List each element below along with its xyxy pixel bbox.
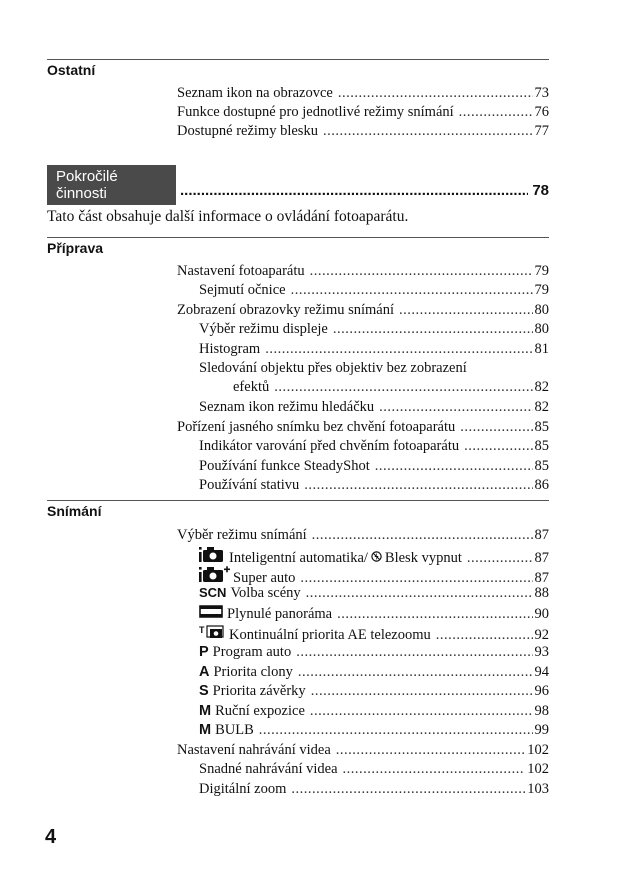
- toc-subentry[interactable]: [199, 644, 549, 664]
- dot-leader: [464, 438, 532, 455]
- entry-page: 80: [534, 302, 549, 318]
- entry-text: Priorita clony: [213, 664, 293, 680]
- entry-page: 86: [534, 477, 549, 493]
- entry-text: Inteligentní automatika/: [229, 550, 368, 566]
- entry-page: 92: [534, 627, 549, 643]
- entry-page: 80: [534, 321, 549, 337]
- toc-entry[interactable]: [177, 419, 549, 439]
- advanced-section-entry[interactable]: [180, 182, 549, 199]
- entry-page: 87: [534, 550, 549, 566]
- toc-entry[interactable]: [177, 302, 549, 322]
- shutter-priority-icon: S: [199, 683, 209, 699]
- entry-page: 94: [534, 664, 549, 680]
- entry-page: 103: [527, 781, 549, 797]
- entry-page: 102: [527, 761, 549, 777]
- entry-text: Zobrazení obrazovky režimu snímání: [177, 302, 395, 318]
- dot-leader: [467, 550, 533, 567]
- entry-page: 87: [534, 527, 549, 543]
- program-auto-icon: P: [199, 644, 209, 660]
- aperture-priority-icon: A: [199, 664, 210, 680]
- dot-leader: [310, 703, 533, 720]
- entry-page: 82: [534, 379, 549, 395]
- intelligent-auto-icon: [199, 546, 225, 562]
- flash-off-icon: [371, 551, 382, 562]
- entry-page: 85: [534, 458, 549, 474]
- entry-page: 96: [534, 683, 549, 699]
- section-title-ostatni: Ostatní: [47, 62, 96, 78]
- toc-subentry[interactable]: [199, 605, 549, 625]
- entry-page: 73: [534, 85, 549, 101]
- toc-subentry[interactable]: [199, 477, 549, 497]
- entry-page: 98: [534, 703, 549, 719]
- entry-page: 93: [534, 644, 549, 660]
- entry-page: 88: [534, 585, 549, 601]
- entry-text-2: Blesk vypnut: [384, 550, 462, 566]
- entry-text: efektů: [233, 379, 270, 395]
- sweep-panorama-icon: [199, 605, 223, 618]
- section-title-priprava: Příprava: [47, 240, 104, 256]
- page-number: 4: [45, 826, 57, 848]
- advanced-section-badge[interactable]: [47, 165, 176, 205]
- dot-leader: [298, 664, 533, 681]
- entry-page: 82: [534, 399, 549, 415]
- entry-text: Priorita závěrky: [212, 683, 306, 699]
- manual-exposure-icon: M: [199, 703, 212, 719]
- entry-page: 85: [534, 419, 549, 435]
- toc-subentry[interactable]: [199, 546, 549, 566]
- toc-subentry[interactable]: [199, 321, 549, 341]
- entry-page: 85: [534, 438, 549, 454]
- dot-leader: [375, 458, 533, 475]
- toc-entry[interactable]: [177, 742, 549, 762]
- entry-text: Výběr režimu snímání: [177, 527, 307, 543]
- entry-text: Snadné nahrávání videa: [199, 761, 338, 777]
- entry-text: Pořízení jasného snímku bez chvění fotoaparátu: [177, 419, 456, 435]
- dot-leader: [323, 123, 533, 140]
- section-title-snimani: Snímání: [47, 503, 102, 519]
- badge-line-2: činnosti: [56, 185, 107, 202]
- entry-text: Nastavení nahrávání videa: [177, 742, 331, 758]
- toc-subentry[interactable]: [199, 761, 549, 781]
- entry-text: Používání stativu: [199, 477, 300, 493]
- toc-subentry[interactable]: [199, 722, 549, 742]
- advanced-intro-text: Tato část obsahuje další informace o ovládání fotoaparátu.: [47, 208, 409, 225]
- entry-text: Sejmutí očnice: [199, 282, 286, 298]
- entry-text: Seznam ikon režimu hledáčku: [199, 399, 375, 415]
- dot-leader: [304, 477, 532, 494]
- entry-page: 81: [534, 341, 549, 357]
- dot-leader: [399, 302, 532, 319]
- entry-text: Indikátor varování před chvěním fotoaparátu: [199, 438, 460, 454]
- dot-leader: [312, 527, 533, 544]
- entry-page: 99: [534, 722, 549, 738]
- entry-text: Volba scény: [230, 585, 301, 601]
- toc-subentry[interactable]: [199, 703, 549, 723]
- dot-leader: [291, 282, 533, 299]
- toc-entry[interactable]: [177, 123, 549, 143]
- entry-text: Super auto: [233, 570, 296, 586]
- dot-leader: [265, 341, 532, 358]
- dot-leader: [337, 606, 532, 623]
- toc-entry[interactable]: [177, 527, 549, 547]
- dot-leader: [333, 321, 533, 338]
- toc-entry[interactable]: [177, 263, 549, 283]
- entry-text: Kontinuální priorita AE telezoomu: [229, 627, 431, 643]
- tele-zoom-continuous-icon: [199, 624, 225, 639]
- toc-subentry[interactable]: [199, 438, 549, 458]
- toc-subentry-wrapped[interactable]: Sledování objektu přes objektiv bez zobrazení: [199, 360, 467, 376]
- superior-auto-icon: [199, 566, 231, 582]
- entry-text: Používání funkce SteadyShot: [199, 458, 370, 474]
- entry-text: Funkce dostupné pro jednotlivé režimy snímání: [177, 104, 454, 120]
- entry-page: 87: [534, 570, 549, 586]
- manual-bulb-icon: M: [199, 722, 212, 738]
- toc-subentry-continuation[interactable]: [233, 379, 549, 399]
- entry-text: Histogram: [199, 341, 261, 357]
- toc-subentry[interactable]: [199, 341, 549, 361]
- toc-subentry[interactable]: [199, 664, 549, 684]
- entry-text: Digitální zoom: [199, 781, 287, 797]
- dot-leader: [291, 781, 525, 798]
- dot-leader: [180, 182, 528, 199]
- divider-snimani: [47, 500, 549, 501]
- entry-text: Seznam ikon na obrazovce: [177, 85, 333, 101]
- dot-leader: [311, 683, 533, 700]
- toc-subentry[interactable]: [199, 781, 549, 801]
- dot-leader: [259, 722, 533, 739]
- dot-leader: [310, 263, 533, 280]
- scene-mode-icon: SCN: [199, 585, 227, 600]
- entry-page: 79: [534, 282, 549, 298]
- entry-text: Výběr režimu displeje: [199, 321, 328, 337]
- toc-entry[interactable]: [177, 85, 549, 105]
- svg-text:T: T: [199, 625, 205, 635]
- dot-leader: [336, 742, 525, 759]
- toc-subentry[interactable]: [199, 624, 549, 644]
- entry-page: 76: [534, 104, 549, 120]
- toc-subentry[interactable]: [199, 458, 549, 478]
- entry-text: Ruční expozice: [215, 703, 305, 719]
- toc-subentry[interactable]: [199, 399, 549, 419]
- divider-priprava: [47, 237, 549, 238]
- dot-leader: [460, 419, 532, 436]
- entry-page: 77: [534, 123, 549, 139]
- toc-subentry[interactable]: [199, 566, 549, 586]
- toc-entry[interactable]: [177, 104, 549, 124]
- toc-subentry[interactable]: [199, 585, 549, 605]
- entry-page: 102: [527, 742, 549, 758]
- entry-page: 79: [534, 263, 549, 279]
- entry-text: Dostupné režimy blesku: [177, 123, 318, 139]
- toc-subentry[interactable]: [199, 282, 549, 302]
- dot-leader: [274, 379, 532, 396]
- dot-leader: [436, 627, 533, 644]
- badge-line-1: Pokročilé: [56, 168, 118, 185]
- entry-page: 90: [534, 606, 549, 622]
- entry-text: BULB: [215, 722, 254, 738]
- entry-text: Program auto: [212, 644, 292, 660]
- dot-leader: [459, 104, 533, 121]
- advanced-page: 78: [532, 182, 549, 199]
- dot-leader: [338, 85, 533, 102]
- entry-text: Plynulé panoráma: [227, 606, 333, 622]
- divider-ostatni: [47, 59, 549, 60]
- entry-text: Nastavení fotoaparátu: [177, 263, 305, 279]
- dot-leader: [306, 585, 533, 602]
- toc-subentry[interactable]: [199, 683, 549, 703]
- dot-leader: [296, 644, 532, 661]
- dot-leader: [343, 761, 526, 778]
- dot-leader: [379, 399, 532, 416]
